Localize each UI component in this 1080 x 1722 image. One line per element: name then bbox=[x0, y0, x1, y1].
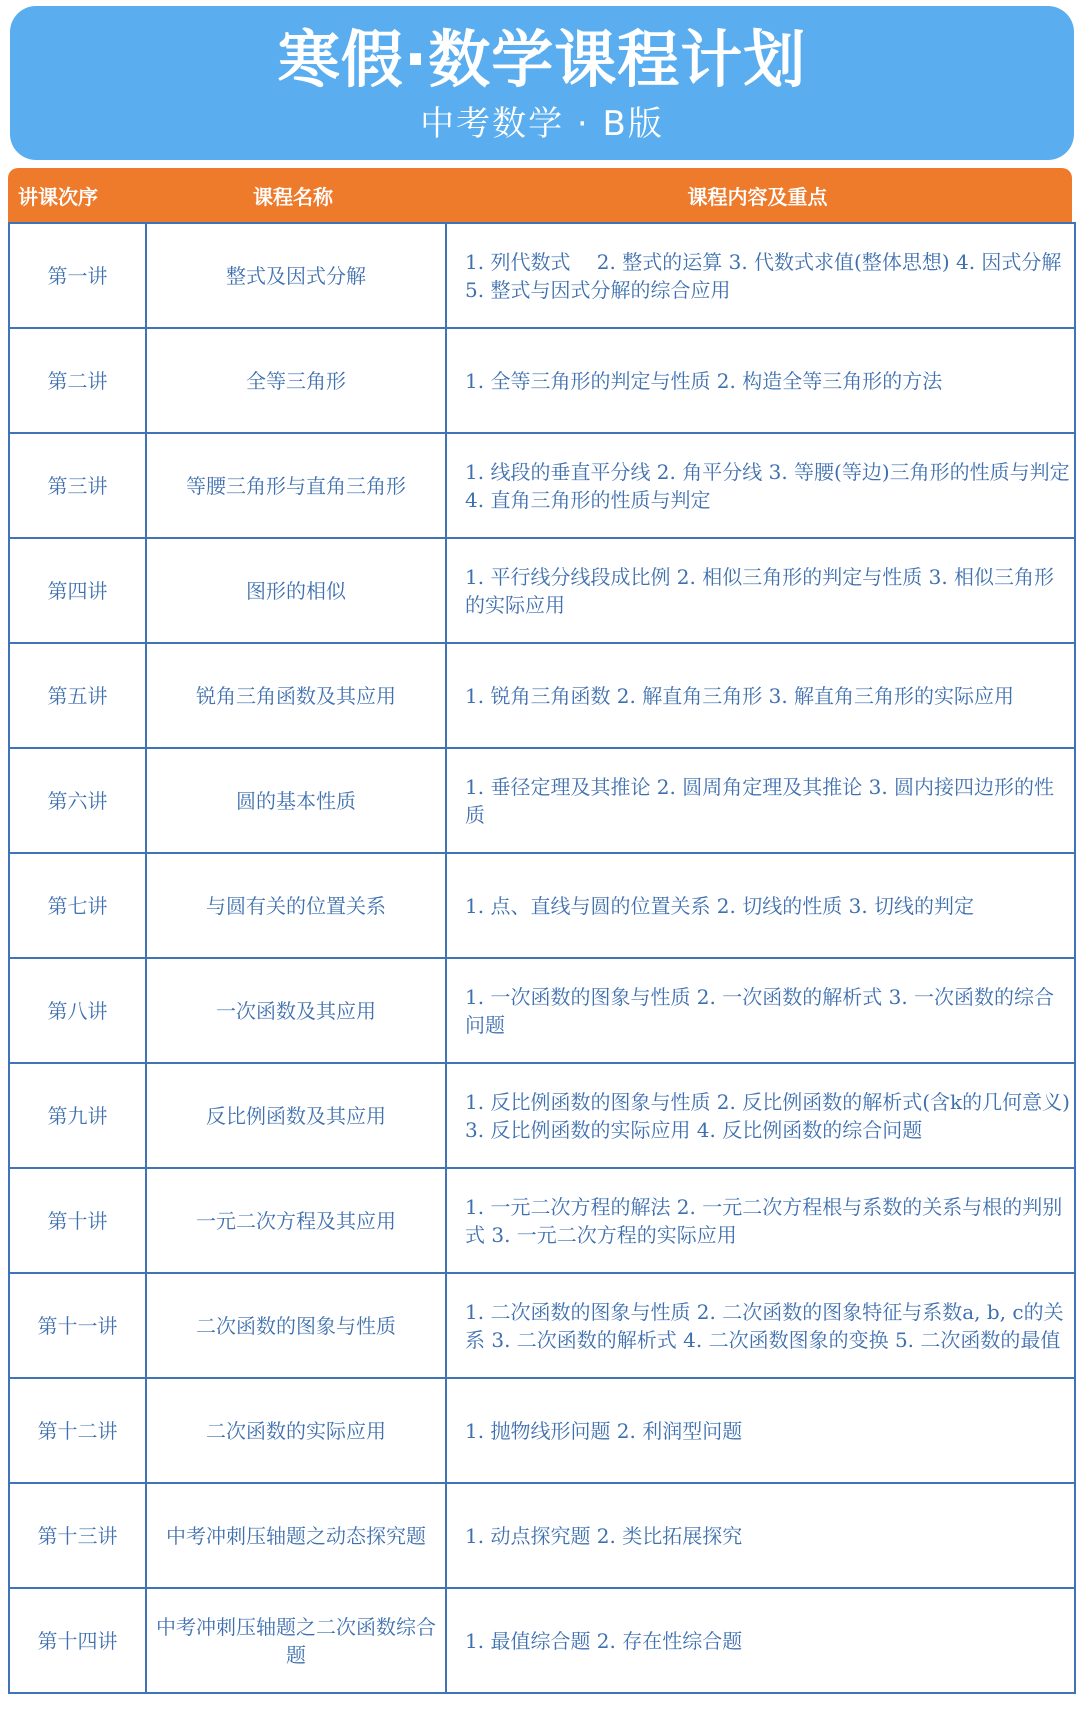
lecture-cell: 第十二讲 bbox=[9, 1378, 146, 1483]
table-row bbox=[9, 1588, 1075, 1693]
header-course-content: 课程内容及重点 bbox=[687, 184, 828, 209]
header-course-name: 课程名称 bbox=[253, 184, 333, 209]
course-name-cell: 一次函数及其应用 bbox=[146, 958, 446, 1063]
lecture-cell: 第一讲 bbox=[9, 223, 146, 328]
table-row bbox=[9, 328, 1075, 433]
lecture-cell: 第六讲 bbox=[9, 748, 146, 853]
course-content-cell: 1. 一次函数的图象与性质 2. 一次函数的解析式 3. 一次函数的综合问题 bbox=[446, 958, 1075, 1063]
course-content-cell: 1. 垂径定理及其推论 2. 圆周角定理及其推论 3. 圆内接四边形的性质 bbox=[446, 748, 1075, 853]
table-header bbox=[8, 168, 1072, 222]
lecture-cell: 第十讲 bbox=[9, 1168, 146, 1273]
table-row bbox=[9, 538, 1075, 643]
course-content-cell: 1. 最值综合题 2. 存在性综合题 bbox=[446, 1588, 1075, 1693]
lecture-cell: 第七讲 bbox=[9, 853, 146, 958]
lecture-cell: 第三讲 bbox=[9, 433, 146, 538]
course-name-cell: 等腰三角形与直角三角形 bbox=[146, 433, 446, 538]
course-name-cell: 全等三角形 bbox=[146, 328, 446, 433]
course-name-cell: 整式及因式分解 bbox=[146, 223, 446, 328]
course-content-cell: 1. 点、直线与圆的位置关系 2. 切线的性质 3. 切线的判定 bbox=[446, 853, 1075, 958]
table-row bbox=[9, 433, 1075, 538]
course-name-cell: 中考冲刺压轴题之二次函数综合题 bbox=[146, 1588, 446, 1693]
table-row bbox=[9, 643, 1075, 748]
course-name-cell: 圆的基本性质 bbox=[146, 748, 446, 853]
lecture-cell: 第十一讲 bbox=[9, 1273, 146, 1378]
course-content-cell: 1. 列代数式 2. 整式的运算 3. 代数式求值(整体思想) 4. 因式分解 5. 整式与因式分解的综合应用 bbox=[446, 223, 1075, 328]
course-table-body bbox=[8, 222, 1076, 1694]
course-name-cell: 中考冲刺压轴题之动态探究题 bbox=[146, 1483, 446, 1588]
table-row bbox=[9, 1378, 1075, 1483]
course-table bbox=[8, 168, 1072, 1694]
table-row bbox=[9, 958, 1075, 1063]
lecture-cell: 第九讲 bbox=[9, 1063, 146, 1168]
course-content-cell: 1. 线段的垂直平分线 2. 角平分线 3. 等腰(等边)三角形的性质与判定 4. 直角三角形的性质与判定 bbox=[446, 433, 1075, 538]
course-name-cell: 与圆有关的位置关系 bbox=[146, 853, 446, 958]
title-banner bbox=[10, 6, 1074, 160]
table-row bbox=[9, 1273, 1075, 1378]
lecture-cell: 第十四讲 bbox=[9, 1588, 146, 1693]
course-content-cell: 1. 全等三角形的判定与性质 2. 构造全等三角形的方法 bbox=[446, 328, 1075, 433]
page-title: 寒假·数学课程计划 bbox=[277, 23, 807, 96]
table-row bbox=[9, 1168, 1075, 1273]
lecture-cell: 第四讲 bbox=[9, 538, 146, 643]
table-row bbox=[9, 748, 1075, 853]
course-name-cell: 一元二次方程及其应用 bbox=[146, 1168, 446, 1273]
course-name-cell: 锐角三角函数及其应用 bbox=[146, 643, 446, 748]
lecture-cell: 第八讲 bbox=[9, 958, 146, 1063]
course-name-cell: 二次函数的实际应用 bbox=[146, 1378, 446, 1483]
course-content-cell: 1. 抛物线形问题 2. 利润型问题 bbox=[446, 1378, 1075, 1483]
course-name-cell: 二次函数的图象与性质 bbox=[146, 1273, 446, 1378]
course-content-cell: 1. 一元二次方程的解法 2. 一元二次方程根与系数的关系与根的判别式 3. 一元二次方程的实际应用 bbox=[446, 1168, 1075, 1273]
course-content-cell: 1. 动点探究题 2. 类比拓展探究 bbox=[446, 1483, 1075, 1588]
table-row bbox=[9, 1063, 1075, 1168]
lecture-cell: 第二讲 bbox=[9, 328, 146, 433]
page-subtitle: 中考数学 · B版 bbox=[420, 104, 664, 144]
lecture-cell: 第十三讲 bbox=[9, 1483, 146, 1588]
table-row bbox=[9, 853, 1075, 958]
course-content-cell: 1. 二次函数的图象与性质 2. 二次函数的图象特征与系数a, b, c的关系 3. 二次函数的解析式 4. 二次函数图象的变换 5. 二次函数的最值 bbox=[446, 1273, 1075, 1378]
course-content-cell: 1. 平行线分线段成比例 2. 相似三角形的判定与性质 3. 相似三角形的实际应用 bbox=[446, 538, 1075, 643]
course-name-cell: 反比例函数及其应用 bbox=[146, 1063, 446, 1168]
table-row bbox=[9, 223, 1075, 328]
table-row bbox=[9, 1483, 1075, 1588]
lecture-cell: 第五讲 bbox=[9, 643, 146, 748]
course-content-cell: 1. 锐角三角函数 2. 解直角三角形 3. 解直角三角形的实际应用 bbox=[446, 643, 1075, 748]
course-name-cell: 图形的相似 bbox=[146, 538, 446, 643]
header-lecture-order: 讲课次序 bbox=[18, 184, 98, 209]
course-content-cell: 1. 反比例函数的图象与性质 2. 反比例函数的解析式(含k的几何意义) 3. 反比例函数的实际应用 4. 反比例函数的综合问题 bbox=[446, 1063, 1075, 1168]
